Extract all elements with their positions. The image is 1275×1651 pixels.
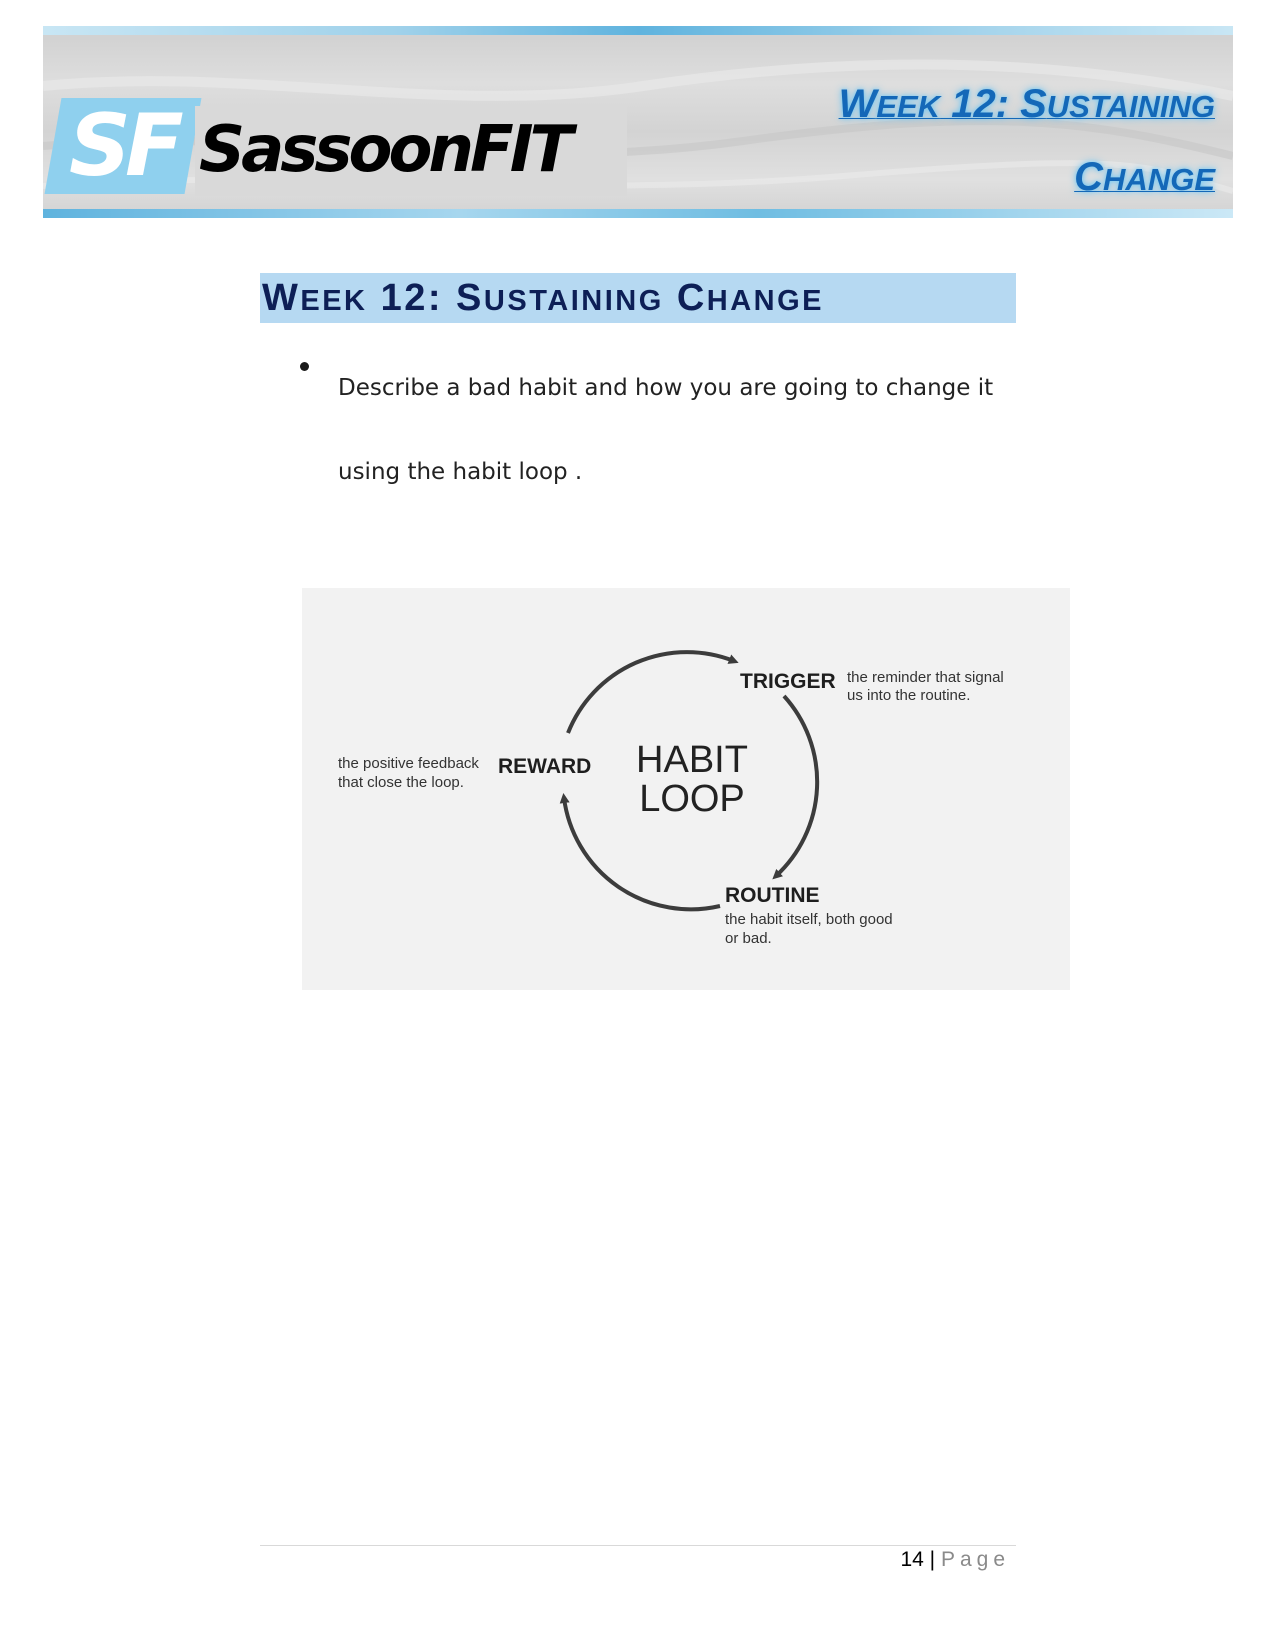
page-word: Page bbox=[940, 1548, 1010, 1571]
habit-loop-diagram bbox=[302, 588, 1070, 990]
bullet-item: Describe a bad habit and how you are going to change it using the habit loop . bbox=[338, 375, 994, 485]
banner-title-line2: CHANGE bbox=[1074, 155, 1215, 199]
page-number: 14 bbox=[900, 1548, 924, 1571]
routine-label: ROUTINE bbox=[725, 884, 820, 907]
trigger-label: TRIGGER bbox=[740, 670, 836, 693]
logo-name: SassoonFIT bbox=[199, 113, 570, 187]
loop-arrow-trigger-to-routine bbox=[776, 696, 817, 876]
footer-separator: | bbox=[929, 1548, 936, 1571]
routine-description-line2: or bad. bbox=[725, 930, 772, 947]
trigger-description-line1: the reminder that signal bbox=[847, 669, 1004, 686]
habit-loop-center-line1: HABIT bbox=[636, 739, 748, 781]
routine-description-line1: the habit itself, both good bbox=[725, 911, 893, 928]
bullet-point-icon bbox=[300, 362, 309, 371]
reward-description-line2: that close the loop. bbox=[338, 774, 464, 791]
habit-loop-center-line2: LOOP bbox=[639, 778, 745, 820]
banner-title-line1: WEEK 12: SUSTAINING bbox=[838, 82, 1215, 126]
habit-loop-figure bbox=[302, 588, 1070, 990]
logo-initials: SF bbox=[69, 96, 178, 196]
reward-label: REWARD bbox=[498, 755, 592, 778]
section-heading: WEEK 12: SUSTAINING CHANGE bbox=[262, 277, 824, 319]
banner-title bbox=[695, 72, 1215, 218]
reward-description-line1: the positive feedback bbox=[338, 755, 479, 772]
page-footer bbox=[860, 1544, 1010, 1576]
header-banner bbox=[43, 26, 1233, 218]
loop-arrow-reward-to-trigger bbox=[568, 652, 734, 733]
trigger-description-line2: us into the routine. bbox=[847, 687, 971, 704]
